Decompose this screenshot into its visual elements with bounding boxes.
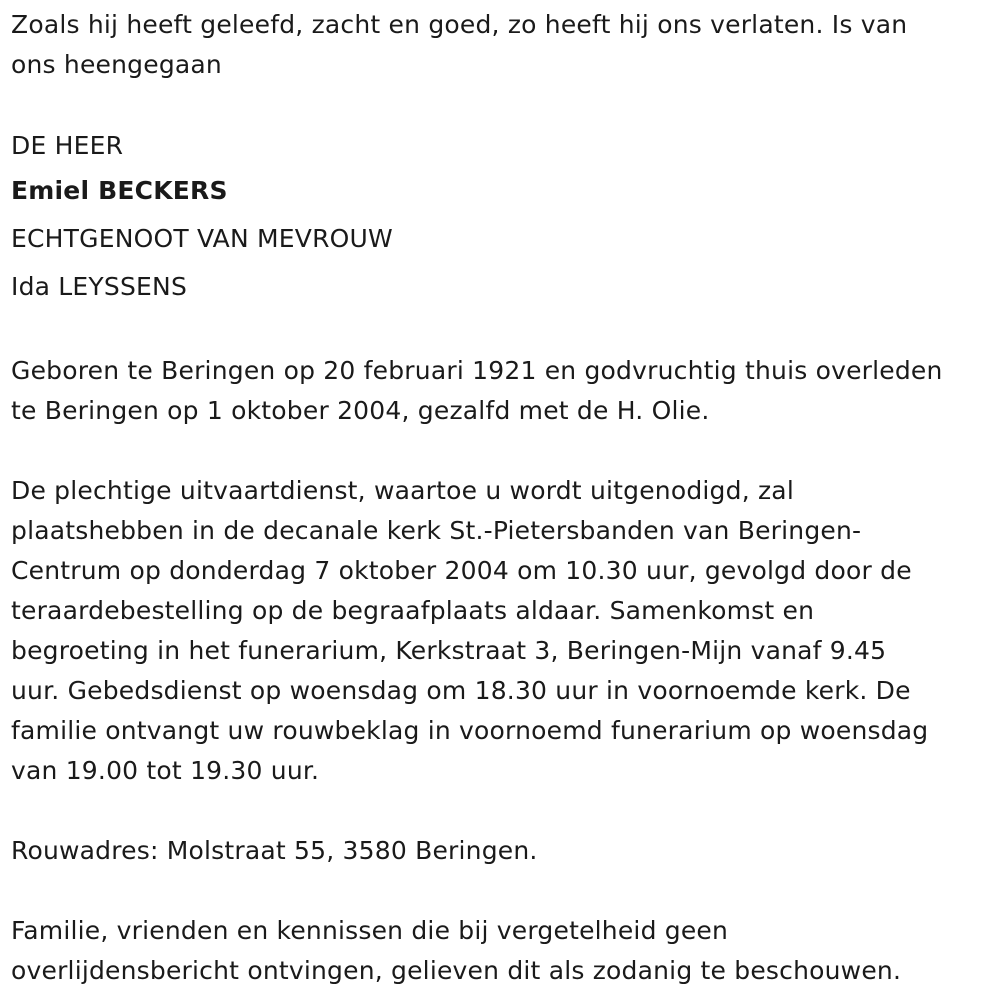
intro-text: Zoals hij heeft geleefd, zacht en goed, zo heeft hij ons verlaten. Is van ons heengegaan: [11, 10, 908, 79]
death-notice: [11, 5, 991, 991]
funeral-service-text: De plechtige uitvaartdienst, waartoe u wordt uitgenodigd, zal plaatshebben in de decanale kerk St.-Pietersbanden van Beringen- Centrum op donderdag 7 oktober 2004 om 10.30 uur, gevolgd door de teraardebestelling op de begraafplaats aldaar. Samenkomst en begroeting in het funerarium, Kerkstraat 3, Beringen-Mijn vanaf 9.45 uur. Gebedsdienst op woensdag om 18.30 uur in voornoemde kerk. De familie ontvangt uw rouwbeklag in voornoemd funerarium op woensdag van 19.00 tot 19.30 uur.: [11, 476, 929, 785]
honorific-title: DE HEER: [11, 131, 124, 160]
closing-text: Familie, vrienden en kennissen die bij vergetelheid geen overlijdensbericht ontvingen, gelieven dit als zodanig te beschouwen.: [11, 916, 902, 985]
birth-death-text: Geboren te Beringen op 20 februari 1921 en godvruchtig thuis overleden te Beringen op 1 oktober 2004, gezalfd met de H. Olie.: [11, 356, 943, 425]
deceased-block: [11, 125, 991, 311]
deceased-name: Emiel BECKERS: [11, 176, 228, 205]
relation-text: ECHTGENOOT VAN MEVROUW: [11, 224, 393, 253]
mourning-address: Rouwadres: Molstraat 55, 3580 Beringen.: [11, 836, 538, 865]
spouse-name: Ida LEYSSENS: [11, 272, 188, 301]
